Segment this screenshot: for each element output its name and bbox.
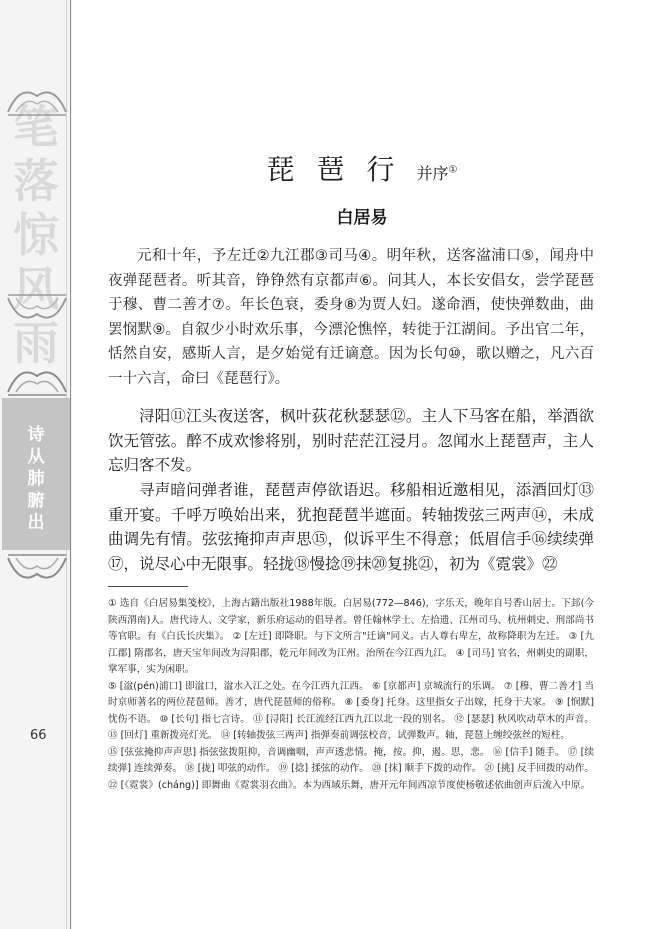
book-title-char: 惊: [13, 208, 59, 262]
corner-ornament-icon: [6, 292, 68, 328]
poem-title-text: 琵琶行: [266, 153, 417, 186]
poem-title-suffix: 并序: [416, 164, 449, 183]
footnote-paragraph: ⑮ [弦弦掩抑声声思] 指弦弦拨阻抑，音调幽咽，声声透悲情。掩，按。抑，遏。思，悲。 ⑯ [信手] 随手。 ⑰ [续续弹] 连续弹奏。 ⑱ [拢] 叩弦的动作。 ⑲ [捻] 揉弦的动作。 ⑳ [抹] 顺手下拨的动作。 ㉑ [挑] 反手回拨的动作。 ㉒ [《霓裳》(cháng)] 即舞曲《霓裳羽衣曲》。本为西域乐舞，唐开元年间西凉节度使杨敬述依曲创声后流入中原。: [108, 746, 594, 791]
footnote-paragraph: ⑤ [湓(pén)浦口] 即湓口，湓水入江之处。在今江西九江西。 ⑥ [京都声] 京城流行的乐调。 ⑦ [穆、曹二善才] 当时京师著名的两位琵琶师。善才，唐代琵琶师的俗称。 ⑧ [委身] 托身。这里指女子出嫁，托身于夫家。 ⑨ [悯默] 忧伤不语。 ⑩ [长句] 指七言诗。 ⑪ [浔阳] 长江流经江西九江以北一段的别名。 ⑫ [瑟瑟] 秋风吹动草木的声音。 ⑬ [回灯] 重新拨亮灯光。 ⑭ [转轴拨弦三两声] 指弹奏前调弦校音，试弹数声。轴，琵琶上缠绞弦丝的短柱。: [108, 680, 594, 741]
poem-title: [0, 148, 664, 188]
sidebar-rule: [70, 0, 71, 929]
book-title-char: 落: [13, 154, 59, 208]
book-title-char: 风: [13, 262, 59, 316]
book-title-char: 笔: [13, 100, 59, 154]
chapter-title-char: 从: [27, 447, 45, 467]
footnote-divider: [108, 586, 188, 587]
footnote-paragraph: ① 选自《白居易集笺校》，上海古籍出版社1988年版。白居易(772—846)，字乐天，晚年自号香山居士。下邽(今陕西渭南)人。唐代诗人、文学家，新乐府运动的倡导者。曾任翰林学士、左拾遗、江州司马、杭州刺史、刑部尚书等官职。有《白氏长庆集》。 ② [左迁] 即降职。与下文所言"迁谪"同义。古人尊右卑左，故称降职为左迁。 ③ [九江郡] 隋郡名，唐天宝年间改为浔阳郡，乾元年间改为江州。治所在今江西九江。 ④ [司马] 官名，州刺史的副职，掌军事，实为闲职。: [108, 598, 594, 675]
corner-ornament-icon: [6, 552, 68, 588]
verse-paragraph: 浔阳⑪江头夜送客，枫叶荻花秋瑟瑟⑫。主人下马客在船，举酒欲饮无管弦。醉不成欢惨将别，别时茫茫江浸月。忽闻水上琵琶声，主人忘归客不发。: [108, 407, 594, 474]
book-title-char: 雨: [13, 316, 59, 370]
corner-ornament-icon: [6, 362, 68, 398]
chapter-title-char: 腑: [27, 491, 45, 511]
chapter-title: [10, 424, 62, 534]
title-note-marker: ①: [448, 164, 458, 176]
corner-ornament-icon: [6, 82, 68, 118]
chapter-title-char: 肺: [27, 469, 45, 489]
chapter-title-char: 出: [27, 513, 45, 533]
page-number: 66: [30, 728, 47, 743]
book-title: [6, 100, 66, 370]
chapter-title-char: 诗: [27, 425, 45, 445]
author-name: 白居易: [336, 208, 388, 228]
preface-paragraph: 元和十年，予左迁②九江郡③司马④。明年秋，送客湓浦口⑤，闻舟中夜弹琵琶者。听其音，铮铮然有京都声⑥。问其人，本长安倡女，尝学琵琶于穆、曹二善才⑦。年长色衰，委身⑧为贾人妇。遂命酒，使快弹数曲，曲罢悯默⑨。自叙少小时欢乐事，今漂沦憔悴，转徙于江湖间。予出官二年，恬然自安，感斯人言，是夕始觉有迁谪意。因为长句⑩，歌以赠之，凡六百一十六言，命曰《琵琶行》。: [108, 248, 594, 387]
footnotes: [108, 596, 594, 794]
verse-paragraph: 寻声暗问弹者谁，琵琶声停欲语迟。移船相近邀相见，添酒回灯⑬重开宴。千呼万唤始出来，犹抱琵琶半遮面。转轴拨弦三两声⑭，未成曲调先有情。弦弦掩抑声声思⑮，似诉平生不得意；低眉信手⑯续续弹⑰，说尽心中无限事。轻拢⑱慢捻⑲抹⑳复挑㉑，初为《霓裳》㉒: [108, 481, 594, 573]
